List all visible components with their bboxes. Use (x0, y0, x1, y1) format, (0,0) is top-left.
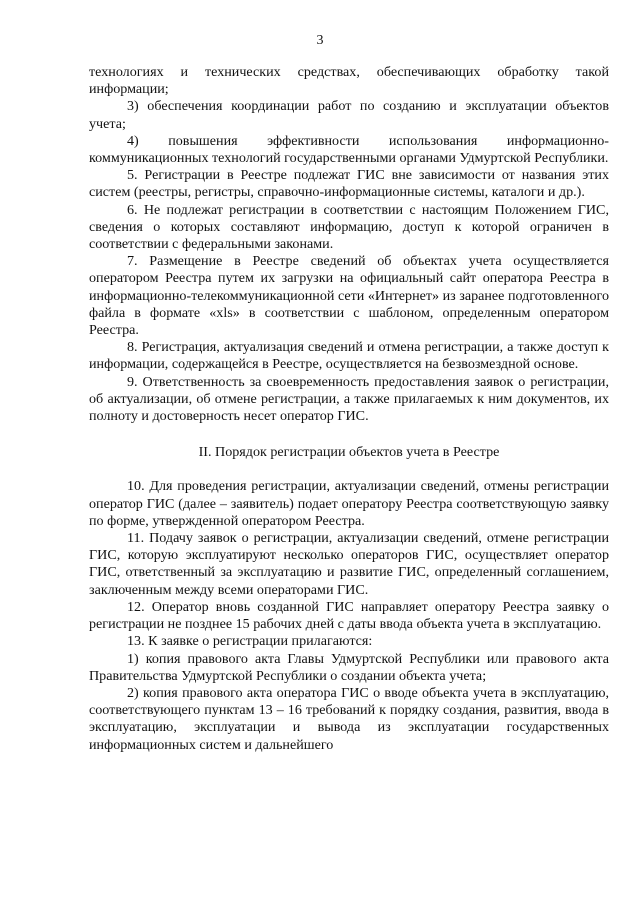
clause-10: 10. Для проведения регистрации, актуализации сведений, отмены регистрации оператор ГИС (далее – заявитель) подает оператору Реестра соответствующую заявку по форме, утвержденной оператором Реестра. (89, 478, 609, 529)
clause-8: 8. Регистрация, актуализация сведений и отмена регистрации, а также доступ к информации, содержащейся в Реестре, осуществляется на безвозмездной основе. (89, 339, 609, 373)
clause-12: 12. Оператор вновь созданной ГИС направляет оператору Реестра заявку о регистрации не позднее 15 рабочих дней с даты ввода объекта учета в эксплуатацию. (89, 598, 609, 633)
clause-13-item-2: 2) копия правового акта оператора ГИС о вводе объекта учета в эксплуатацию, соответствующего пунктам 13 – 16 требований к порядку создания, развития, ввода в эксплуатацию, эксплуатации и вывода из эксплуатации государственных информационных систем и дальнейшего (89, 684, 609, 753)
clause-13-item-1: 1) копия правового акта Главы Удмуртской Республики или правового акта Правительства Удмуртской Республики о создании объекта учета; (89, 650, 609, 684)
clause-6: 6. Не подлежат регистрации в соответствии с настоящим Положением ГИС, сведения о которых составляют информацию, доступ к которой ограничен в соответствии с федеральными законами. (89, 201, 609, 253)
clause-5: 5. Регистрации в Реестре подлежат ГИС вне зависимости от названия этих систем (реестры, регистры, справочно-информационные системы, каталоги и др.). (89, 167, 609, 201)
document-body (89, 64, 609, 754)
spacer (89, 425, 609, 444)
clause-7: 7. Размещение в Реестре сведений об объектах учета осуществляется оператором Реестра путем их загрузки на официальный сайт оператора Реестра в информационно-телекоммуникационной сети «Интернет» из заранее подготовленного файла в формате «xls» в соответствии с шаблоном, определенным оператором Реестра. (89, 253, 609, 339)
clause-13: 13. К заявке о регистрации прилагаются: (127, 633, 373, 650)
section-heading: II. Порядок регистрации объектов учета в Реестре (198, 444, 500, 461)
list-item-4: 4) повышения эффективности использования информационно-коммуникационных технологий государственными органами Удмуртской Республики. (89, 132, 609, 167)
clause-9: 9. Ответственность за своевременность предоставления заявок о регистрации, об актуализации, об отмене регистрации, а также прилагаемых к ним документов, их полноту и достоверность несет оператор ГИС. (89, 373, 609, 425)
page-number: 3 (316, 33, 324, 48)
clause-11: 11. Подачу заявок о регистрации, актуализации сведений, отмене регистрации ГИС, которую эксплуатируют несколько операторов ГИС, осуществляет оператор ГИС, ответственный за эксплуатацию и развитие ГИС, определенный соглашением, заключенным между всеми операторами ГИС. (89, 530, 609, 598)
spacer (89, 461, 609, 478)
paragraph-continuation: технологиях и технических средствах, обеспечивающих обработку такой информации; (89, 64, 609, 98)
list-item-3: 3) обеспечения координации работ по созданию и эксплуатации объектов учета; (89, 98, 609, 132)
